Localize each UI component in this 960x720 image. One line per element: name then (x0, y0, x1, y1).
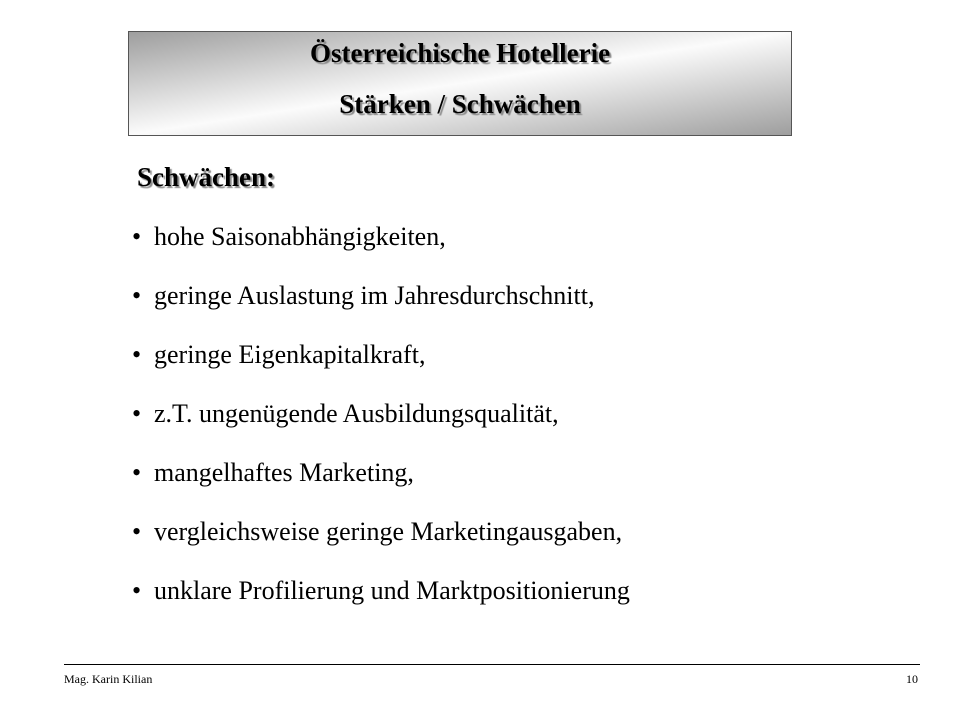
list-item-text: z.T. ungenügende Ausbildungsqualität, (154, 399, 559, 428)
list-item (132, 574, 630, 633)
bullet-list (132, 220, 630, 633)
list-item-text: hohe Saisonabhängigkeiten, (154, 222, 446, 251)
list-item-text: unklare Profilierung und Marktpositionierung (154, 576, 630, 605)
slide-subtitle: Stärken / Schwächen (339, 89, 581, 119)
slide-title-box (128, 31, 792, 136)
footer-divider (64, 664, 920, 665)
bullet-icon: • (132, 281, 142, 310)
footer-author: Mag. Karin Kilian (64, 672, 153, 686)
bullet-icon: • (132, 340, 142, 369)
list-item (132, 515, 630, 574)
bullet-icon: • (132, 458, 142, 487)
list-item-text: vergleichsweise geringe Marketingausgaben, (154, 517, 623, 546)
list-item (132, 220, 630, 279)
list-item-text: geringe Eigenkapitalkraft, (154, 340, 426, 369)
section-heading: Schwächen: (137, 162, 276, 192)
list-item (132, 279, 630, 338)
list-item (132, 338, 630, 397)
bullet-icon: • (132, 576, 142, 605)
bullet-icon: • (132, 517, 142, 546)
list-item (132, 397, 630, 456)
page-number: 10 (906, 672, 918, 686)
slide-title: Österreichische Hotellerie (309, 38, 611, 68)
bullet-icon: • (132, 399, 142, 428)
list-item-text: mangelhaftes Marketing, (154, 458, 414, 487)
list-item (132, 456, 630, 515)
bullet-icon: • (132, 222, 142, 251)
list-item-text: geringe Auslastung im Jahresdurchschnitt, (154, 281, 595, 310)
